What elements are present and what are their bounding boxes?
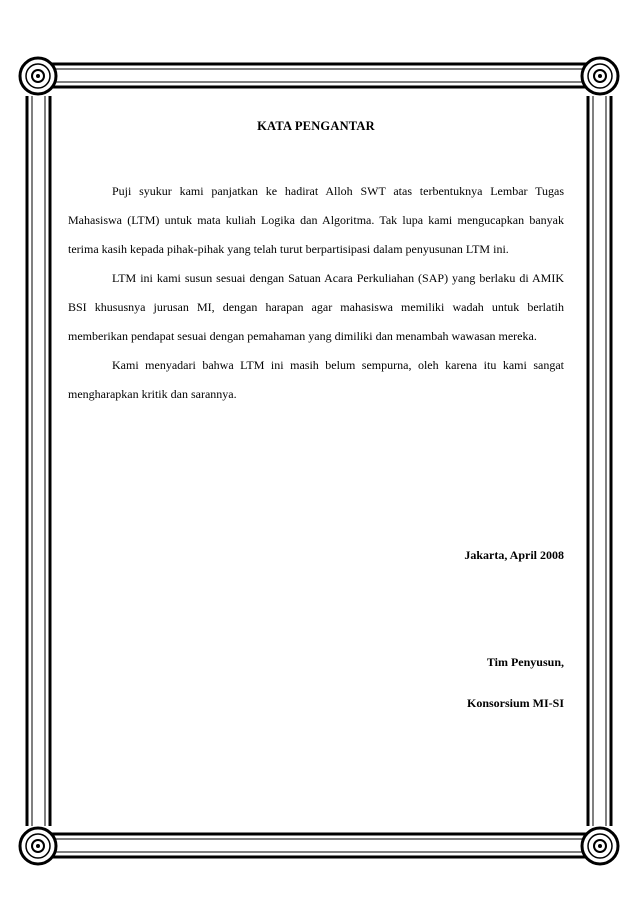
ornamental-ring-icon [20,58,56,94]
paragraph-gratitude: Puji syukur kami panjatkan ke hadirat Alloh SWT atas terbentuknya Lembar Tugas Mahasiswa (LTM) untuk mata kuliah Logika dan Algoritma. Tak lupa kami mengucapkan banyak terima kasih kepada pihak-pihak yang telah turut berpartisipasi dalam penyusunan LTM ini. [68,184,564,256]
page-title: KATA PENGANTAR [257,119,375,133]
ornamental-ring-icon [20,828,56,864]
paragraph-purpose: LTM ini kami susun sesuai dengan Satuan Acara Perkuliahan (SAP) yang berlaku di AMIK BSI khususnya jurusan MI, dengan harapan agar mahasiswa memiliki wadah untuk berlatih memberikan pendapat sesuai dengan pemahaman yang dimiliki dan menambah wawasan mereka. [68,271,564,343]
place-date: Jakarta, April 2008 [464,548,564,562]
ornamental-ring-icon [582,58,618,94]
author-organization: Konsorsium MI-SI [466,696,564,710]
author-team: Tim Penyusun, [486,655,564,669]
document-body [68,112,564,409]
paragraph-closing: Kami menyadari bahwa LTM ini masih belum sempurna, oleh karena itu kami sangat mengharapkan kritik dan sarannya. [68,358,564,401]
ornamental-ring-icon [582,828,618,864]
